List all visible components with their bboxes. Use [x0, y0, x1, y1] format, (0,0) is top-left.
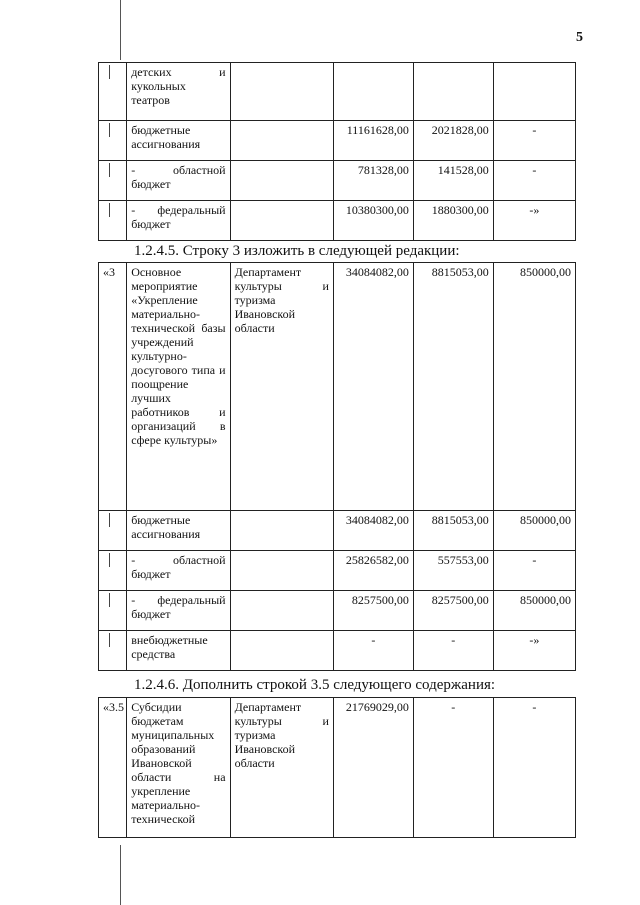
value-cell: 141528,00: [413, 161, 493, 201]
value-cell: 781328,00: [333, 161, 413, 201]
value-cell: 34084082,00: [333, 511, 413, 551]
executor-cell: [230, 161, 333, 201]
value-cell: 850000,00: [493, 591, 575, 631]
table-row: [99, 161, 576, 201]
value-cell: [333, 63, 413, 121]
value-cell: 2021828,00: [413, 121, 493, 161]
value-cell: 8257500,00: [413, 591, 493, 631]
scan-artifact-line: [120, 845, 121, 905]
value-cell: 557553,00: [413, 551, 493, 591]
row-label: бюджетные ассигнования: [127, 121, 230, 161]
executor-cell: [230, 591, 333, 631]
executor-cell: [230, 631, 333, 671]
row-marker-cell: [99, 161, 127, 201]
row-label: бюджетные ассигнования: [127, 511, 230, 551]
row-label: - федеральный бюджет: [127, 201, 230, 241]
executor-cell: [230, 511, 333, 551]
executor-cell: [230, 201, 333, 241]
row-label: внебюджетные средства: [127, 631, 230, 671]
value-cell: 34084082,00: [333, 263, 413, 511]
table-row: [99, 591, 576, 631]
row-number: «3: [99, 263, 127, 511]
row-label: - федеральный бюджет: [127, 591, 230, 631]
section-heading: 1.2.4.5. Строку 3 изложить в следующей редакции:: [134, 243, 460, 259]
row-label: детских и кукольных театров: [127, 63, 230, 121]
table-main-event: [98, 262, 576, 671]
value-cell: [413, 63, 493, 121]
value-cell: 25826582,00: [333, 551, 413, 591]
value-cell: 21769029,00: [333, 698, 413, 838]
table-row: [99, 698, 576, 838]
executor-cell: [230, 63, 333, 121]
row-label: Основное мероприятие «Укрепление материально-технической базы учреждений культурно-досугового типа и поощрение лучших работников и организаций в сфере культуры»: [127, 263, 230, 511]
executor-cell: Департамент культуры и туризма Ивановской области: [230, 698, 333, 838]
value-cell: -: [413, 698, 493, 838]
value-cell: 8815053,00: [413, 263, 493, 511]
value-cell: -: [333, 631, 413, 671]
value-cell: -»: [493, 201, 575, 241]
value-cell: 850000,00: [493, 511, 575, 551]
value-cell: 11161628,00: [333, 121, 413, 161]
table-row: [99, 551, 576, 591]
value-cell: -: [493, 698, 575, 838]
table-continuation: [98, 62, 576, 241]
executor-cell: [230, 121, 333, 161]
table-row: [99, 201, 576, 241]
table-row: [99, 63, 576, 121]
value-cell: -: [493, 551, 575, 591]
value-cell: -: [413, 631, 493, 671]
value-cell: 8815053,00: [413, 511, 493, 551]
row-marker-cell: [99, 121, 127, 161]
row-number: «3.5: [99, 698, 127, 838]
table-subsidy: [98, 697, 576, 838]
value-cell: 8257500,00: [333, 591, 413, 631]
value-cell: -: [493, 161, 575, 201]
row-marker-cell: [99, 551, 127, 591]
value-cell: -: [493, 121, 575, 161]
table-row: [99, 511, 576, 551]
row-marker-cell: [99, 511, 127, 551]
page-number: 5: [576, 30, 583, 45]
table-row: [99, 631, 576, 671]
value-cell: [493, 63, 575, 121]
row-marker-cell: [99, 631, 127, 671]
scan-artifact-line: [120, 0, 121, 60]
value-cell: 850000,00: [493, 263, 575, 511]
row-label: - областной бюджет: [127, 161, 230, 201]
executor-cell: Департамент культуры и туризма Ивановской области: [230, 263, 333, 511]
row-marker-cell: [99, 63, 127, 121]
row-marker-cell: [99, 591, 127, 631]
table-row: [99, 263, 576, 511]
row-marker-cell: [99, 201, 127, 241]
value-cell: -»: [493, 631, 575, 671]
table-row: [99, 121, 576, 161]
executor-cell: [230, 551, 333, 591]
value-cell: 10380300,00: [333, 201, 413, 241]
row-label: - областной бюджет: [127, 551, 230, 591]
value-cell: 1880300,00: [413, 201, 493, 241]
row-label: Субсидии бюджетам муниципальных образований Ивановской области на укрепление материально-технической: [127, 698, 230, 838]
section-heading: 1.2.4.6. Дополнить строкой 3.5 следующего содержания:: [134, 677, 496, 693]
